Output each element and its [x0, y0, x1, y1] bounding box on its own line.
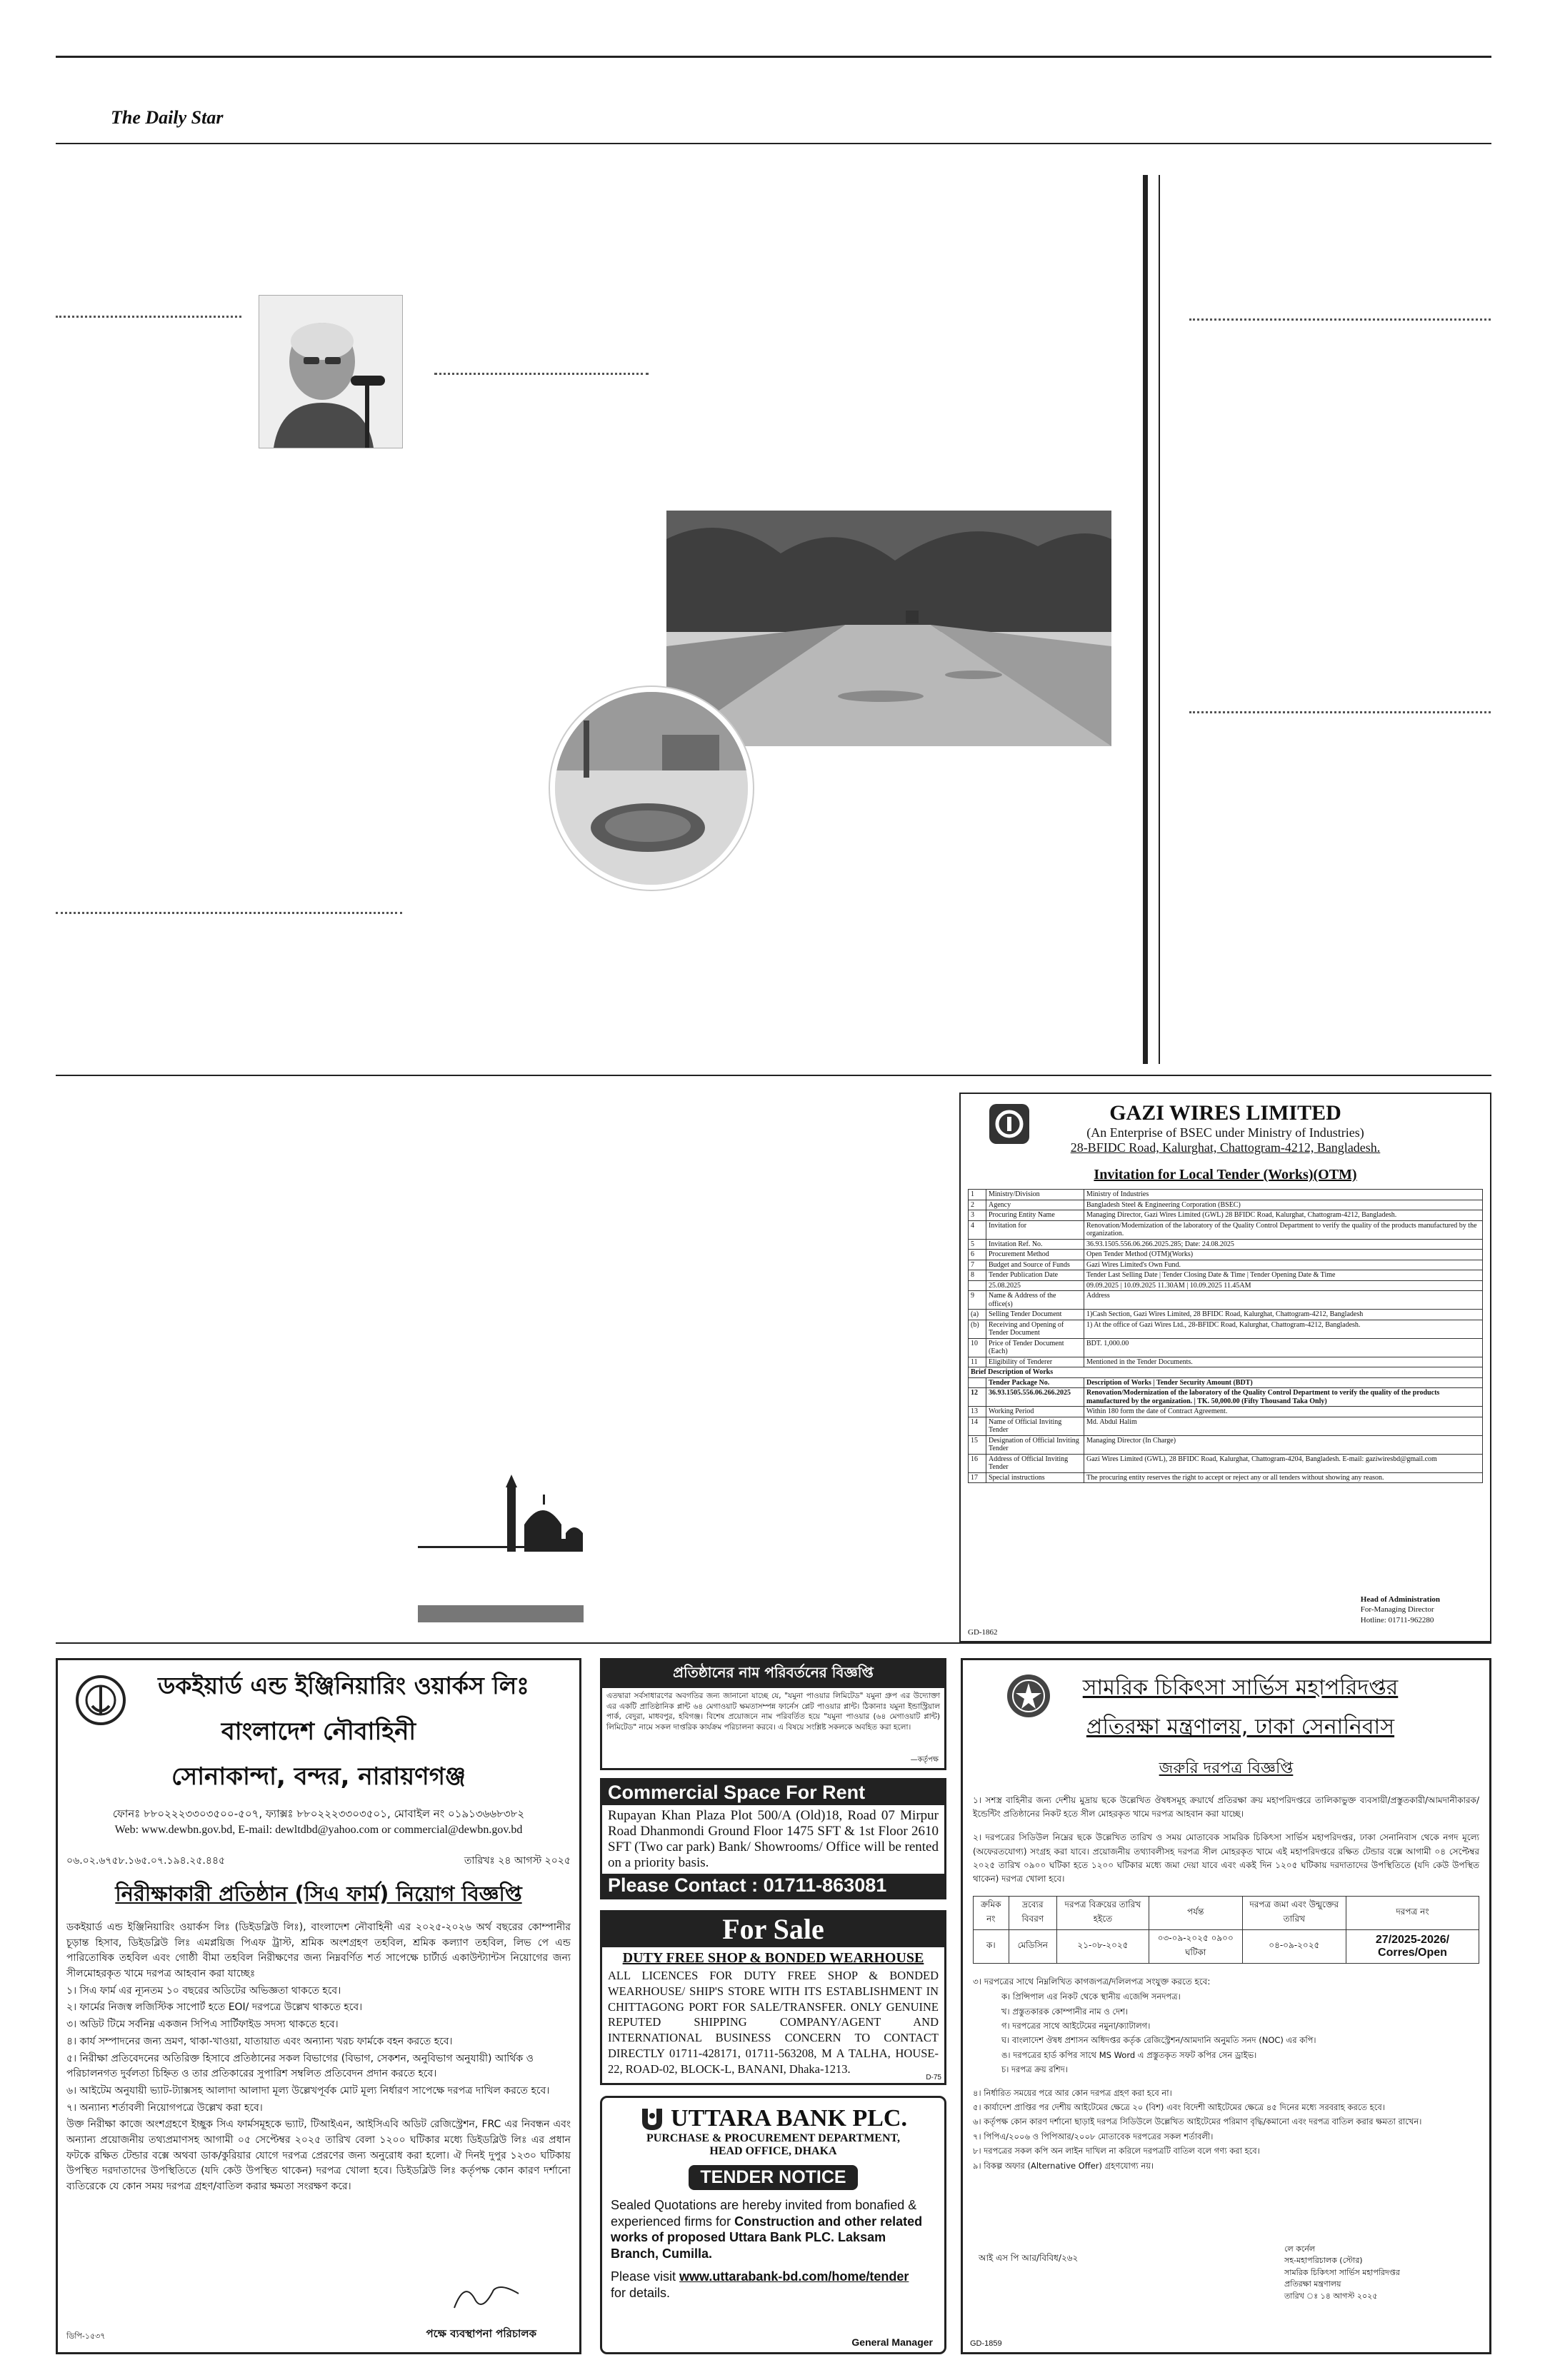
table-row [969, 1435, 1483, 1454]
table-cell: 4 [969, 1220, 986, 1239]
divider [1189, 318, 1491, 321]
condition-item: ৩। অডিট টিমে সর্বনিম্ন একজন সিপিএ সার্টিফাইড সদস্য থাকতে হবে। [66, 2019, 339, 2031]
dockyard-navy: বাংলাদেশ নৌবাহিনী [221, 1717, 416, 1746]
cell-tender-no: 27/2025-2026/ Corres/Open [1346, 1930, 1479, 1964]
sale-title: For Sale [602, 1912, 944, 1947]
rent-contact: Please Contact : 01711-863081 [602, 1874, 944, 1897]
masthead-rule [56, 143, 1491, 144]
works-header: Brief Description of Works [969, 1367, 1483, 1378]
works-cols-row [969, 1377, 1483, 1388]
dockyard-phone: ফোনঃ ৮৮০২২২৩৩০৩৫০০-৫০৭, ফ্যাক্সঃ ৮৮০২২২৩৩০৩৫০১, মোবাইল নং ০১৯১৩৬৬৮৩৮২ [112, 1807, 525, 1820]
gazi-code: GD-1862 [968, 1628, 998, 1637]
table-cell: Selling Tender Document [986, 1310, 1084, 1320]
gazi-address: 28-BFIDC Road, Kalurghat, Chattogram-4212, Bangladesh. [1070, 1140, 1381, 1155]
uttara-office: HEAD OFFICE, DHAKA [709, 2145, 837, 2157]
table-cell: Working Period [986, 1407, 1084, 1417]
name-change-title: প্রতিষ্ঠানের নাম পরিবর্তনের বিজ্ঞপ্তি [602, 1660, 944, 1688]
table-cell: 17 [969, 1472, 986, 1483]
dockyard-title: নিরীক্ষাকারী প্রতিষ্ঠান (সিএ ফার্ম) নিয়োগ বিজ্ঞপ্তি [115, 1882, 522, 1906]
name-change-body: এতদ্বারা সর্বসাধারণের অবগতির জন্য জানানো যাচ্ছে যে, "যমুনা পাওয়ার লিমিটেড" যমুনা গ্রুপ এর উদ্যোক্তা এর একটি প্রাতিষ্ঠানিক প্লান্ট ৬৪ মেগাওয়াট ক্ষমতাসম্পন্ন ফার্নেস প্লেট পাওয়ার প্লান্ট। ঠিকানাঃ যমুনা ইন্ডাস্ট্রিয়াল পার্ক, বেদুরা, মাধবপুর, হবিগঞ্জ। বিশেষ প্রয়োজনে নাম পরিবর্তিত হয়ে "যমুনা পাওয়ার (৬৪ মেগাওয়াট প্লান্ট) লিমিটেড" নামে সকল দাপ্তরিক কার্যক্রম পরিচালনা করবে। এ বিষয়ে সংশ্লিষ্ট সকলকে অবহিত করা হলো। [606, 1692, 940, 1732]
table-cell: Name of Official Inviting Tender [986, 1417, 1084, 1435]
table-cell [969, 1377, 986, 1388]
dockyard-ref-row [66, 1852, 571, 1869]
table-cell: Gazi Wires Limited's Own Fund. [1084, 1260, 1483, 1270]
table-row [969, 1220, 1483, 1239]
works-row [969, 1388, 1483, 1407]
table-row [969, 1270, 1483, 1281]
dockyard-code: ডিপি-১৫৩৭ [66, 2331, 106, 2341]
army-crest-icon [1006, 1673, 1051, 1719]
table-cell: Address of Official Inviting Tender [986, 1454, 1084, 1472]
rent-title: Commercial Space For Rent [602, 1780, 944, 1805]
dockyard-name: ডকইয়ার্ড এন্ড ইঞ্জিনিয়ারিং ওয়ার্কস লিঃ [158, 1672, 529, 1699]
table-cell: Special instructions [986, 1472, 1084, 1483]
signature-line: সহ-মহাপরিচালক (স্টোর) [1284, 2256, 1363, 2265]
table-row [969, 1357, 1483, 1367]
table-cell: Tender Last Selling Date | Tender Closing Date & Time | Tender Opening Date & Time [1084, 1270, 1483, 1281]
dockyard-conditions [66, 1984, 571, 2117]
condition-item: ৬। আইটেম অনুযায়ী ভ্যাট-ট্যাক্সসহ আলাদা আলাদা মূল্য উল্লেখপূর্বক মোট মূল্য নির্ধারণ সাপেক্ষে দরপত্র দাখিল করতে হবে। [66, 2084, 550, 2097]
condition-item: ১। সিএ ফার্ম এর ন্যূনতম ১০ বছরের অডিটের অভিজ্ঞতা থাকতে হবে। [66, 1984, 341, 1997]
uttara-url-link[interactable]: www.uttarabank-bd.com/home/tender [679, 2269, 909, 2284]
table-cell: 25.08.2025 [986, 1280, 1084, 1291]
table-row [969, 1250, 1483, 1260]
divider [56, 316, 241, 318]
works-header-row [969, 1367, 1483, 1378]
document-item: গ। দরপত্রের সাথে আইটেমের নমুনা/ক্যাটালগ। [1001, 2021, 1151, 2032]
medical-p2: ২। দরপত্রের সিডিউল নিম্নের ছকে উল্লেখিত তারিখ ও সময় মোতাবেক সামরিক চিকিৎসা সার্ভিস মহাপরিদপ্তর, ঢাকা সেনানিবাস থেকে নগদ মূল্যে (অফেরতযোগ্য) সংগ্রহ করা যাবে। প্রয়োজনীয় তথ্যাবলীসহ দরপত্র সীল মোহরকৃত খামে এই মহাপরিদপ্তরে রক্ষিত টেন্ডার বক্সে আগামী ০৪ সেপ্টেম্বর ২০২৫ তারিখ ০৯০০ ঘটিকা হতে ১২০০ ঘটিকার মধ্যে জমা দেয়া যাবে এবং একই দিন ১২০৫ ঘটিকায় দরদাতাদের উপস্থিতিতে (যদি কেউ উপস্থিত থাকেন) দরপত্র খোলা হবে। [973, 1832, 1479, 1884]
table-cell: 1)Cash Section, Gazi Wires Limited, 28 BFIDC Road, Kalurghat, Chattogram-4212, Bangladesh [1084, 1310, 1483, 1320]
dockyard-date: তারিখঃ ২৪ আগস্ট ২০২৫ [464, 1855, 571, 1867]
uttara-body [611, 2197, 936, 2261]
sale-body: ALL LICENCES FOR DUTY FREE SHOP & BONDED WEARHOUSE/ SHIP'S STORE WITH ITS ESTABLISHMENT IN CHITTAGONG PORT FOR SALE/TRANSFER. ONLY GENUINE REPUTED SHIPPING COMPANY/AGENT AND INTERNATIONAL BUSINESS CONCERN TO CONTACT DIRECTLY 01711-428171, 01711-563208, M A TALHA, HOUSE-22, ROAD-02, BLOCK-L, BANANI, Dhaka-1213. [608, 1969, 939, 2076]
table-cell: 36.93.1505.556.06.266.2025 [986, 1388, 1084, 1407]
table-cell: Bangladesh Steel & Engineering Corporation (BSEC) [1084, 1200, 1483, 1210]
table-cell: Managing Director (In Charge) [1084, 1435, 1483, 1454]
table-row [969, 1417, 1483, 1435]
table-cell: Managing Director, Gazi Wires Limited (GWL) 28 BFIDC Road, Kalurghat, Chattogram-4212, Bangladesh. [1084, 1210, 1483, 1221]
term-item: ৯। বিকল্প অফার (Alternative Offer) গ্রহণযোগ্য নয়। [973, 2160, 1154, 2171]
medical-p1: ১। সশস্ত্র বাহিনীর জন্য দেশীয় মুদ্রায় ছকে উল্লেখিত ঔষধসমূহ ক্রয়ার্থে প্রতিরক্ষা ক্রয় মহাপরিদপ্তরে তালিকাভুক্ত ব্যবসায়ী/প্রস্তুতকারী/আমদানীকারক/ইন্ডেন্টিং প্রতিষ্ঠানের নিকট হতে সীল মোহরকৃত খামে দরপত্র আহবান করা যাচ্ছে। [973, 1795, 1479, 1819]
medical-table [973, 1896, 1479, 1964]
table-cell: Address [1084, 1291, 1483, 1310]
table-cell: 13 [969, 1407, 986, 1417]
table-cell: Tender Package No. [986, 1377, 1084, 1388]
table-cell: 9 [969, 1291, 986, 1310]
table-cell: Receiving and Opening of Tender Document [986, 1320, 1084, 1338]
uttara-visit-label: Please visit [611, 2269, 680, 2284]
column-rule [1143, 175, 1148, 1064]
road-photo [666, 511, 1111, 746]
dockyard-closing: উক্ত নিরীক্ষা কাজে অংশগ্রহণে ইচ্ছুক সিএ ফার্মসমূহকে ভ্যাট, টিআইএন, আইসিএবি অডিট রেজিস্ট্রেশন, FRC এর নিবন্ধন এবং অন্যান্য প্রয়োজনীয় তথ্যপ্রমাণসহ আগামী ০৫ সেপ্টেম্বর ২০২৫ তারিখ বেলা ১২০০ ঘটিকার মধ্যে ডিইডব্লিউ লিঃ এর প্রধান ফটকে রক্ষিত টেন্ডার বক্সে অথবা ডাক/কুরিয়ার যোগে দরপত্র প্রেরণের জন্য অনুরোধ করা হলো। ঐ দিনই দুপুর ১২৩০ ঘটিকায় উপস্থিত দরদাতাদের উপস্থিতিতে (যদি কেউ উপস্থিত থাকেন) দরপত্র খোলা হবে। ডিইডব্লিউ লিঃ কর্তৃপক্ষ কোন কারণ দর্শানো ব্যতিরেকে যে কোন সময় দরপত্র গ্রহণ/বাতিল করার ক্ষমতা সংরক্ষণ করে। [66, 2119, 571, 2192]
table-row [969, 1338, 1483, 1357]
table-cell: 12 [969, 1388, 986, 1407]
dockyard-signature: পক্ষে ব্যবস্থাপনা পরিচালক [426, 2327, 536, 2340]
masthead: The Daily Star [111, 107, 224, 128]
document-item: চ। দরপত্র ক্রয় রশিদ। [1001, 2064, 1068, 2075]
name-change-sign: —কর্তৃপক্ষ [910, 1756, 939, 1764]
col-serial: ক্রমিক নং [974, 1897, 1009, 1930]
medical-title: জরুরি দরপত্র বিজ্ঞপ্তি [1159, 1759, 1294, 1777]
medical-isp: আই এস পি আর/বিবিধ/২৬২ [979, 2253, 1079, 2263]
rent-ad [600, 1778, 946, 1899]
medical-table-header [974, 1897, 1479, 1930]
table-cell: 2 [969, 1200, 986, 1210]
signature-line: তারিখ ঃ ১৪ আগস্ট ২০২৫ [1284, 2291, 1378, 2301]
uttara-dept: PURCHASE & PROCUREMENT DEPARTMENT, [646, 2132, 900, 2144]
portrait-photo [259, 295, 403, 448]
dockyard-web: Web: www.dewbn.gov.bd, E-mail: dewltdbd@yahoo.com or commercial@dewbn.gov.bd [114, 1824, 523, 1836]
table-cell: (a) [969, 1310, 986, 1320]
gazi-hotline: Hotline: 01711-962280 [1360, 1615, 1434, 1625]
table-cell: Eligibility of Tenderer [986, 1357, 1084, 1367]
uttara-notice: TENDER NOTICE [689, 2165, 857, 2190]
col-submit: দরপত্র জমা এবং উন্মুক্তের তারিখ [1242, 1897, 1346, 1930]
table-cell: 8 [969, 1270, 986, 1281]
table-cell: The procuring entity reserves the right to accept or reject any or all tenders without showing any reason. [1084, 1472, 1483, 1483]
gazi-signature [1361, 1595, 1440, 1625]
table-cell: Procuring Entity Name [986, 1210, 1084, 1221]
divider [1189, 711, 1491, 713]
table-row [969, 1454, 1483, 1472]
condition-item: ৭। অন্যান্য শর্তাবলী নিয়োগপত্রে উল্লেখ করা হবে। [66, 2102, 263, 2114]
condition-item: ৫। নিরীক্ষা প্রতিবেদনের অতিরিক্ত হিসাবে প্রতিষ্ঠানের সকল বিভাগের (বিভাগ, সেকশন, অনুবিভাগ অনুযায়ী) আর্থিক ও পরিচালনগত দুর্বলতা চিহ্নিত ও তার প্রতিকারের সুপারিশ সম্বলিত প্রতিবেদন প্রদান করতে হবে। [66, 2052, 534, 2080]
uttara-name: UTTARA BANK PLC. [671, 2105, 907, 2132]
col-sale-to: পর্যন্ত [1149, 1897, 1242, 1930]
document-item: খ। প্রস্তুতকারক কোম্পানীর নাম ও দেশ। [1001, 2006, 1129, 2017]
signature-line: প্রতিরক্ষা মন্ত্রণালয় [1284, 2279, 1341, 2289]
rent-body: Rupayan Khan Plaza Plot 500/A (Old)18, Road 07 Mirpur Road Dhanmondi Ground Floor 1475 SFT & 1st Floor 2610 SFT (Two car park) Bank/ Showrooms/ Office will be rented on a priority basis. [608, 1808, 939, 1871]
table-cell: Within 180 form the date of Contract Agreement. [1084, 1407, 1483, 1417]
table-cell: Procurement Method [986, 1250, 1084, 1260]
medical-ad [961, 1658, 1491, 2354]
gazi-company: GAZI WIRES LIMITED [1109, 1101, 1341, 1125]
for-sale-ad [600, 1910, 946, 2085]
medical-p3: ৩। দরপত্রের সাথে নিম্নলিখিত কাগজপত্র/দলিলপত্র সংযুক্ত করতে হবে: [973, 1977, 1211, 1987]
table-cell: 10 [969, 1338, 986, 1357]
signature-scribble [451, 2279, 522, 2315]
section-rule [56, 1075, 1491, 1076]
divider [418, 1546, 582, 1548]
table-cell: Name & Address of the office(s) [986, 1291, 1084, 1310]
table-cell: Description of Works | Tender Security Amount (BDT) [1084, 1377, 1483, 1388]
mosque-icon [500, 1475, 586, 1553]
gazi-subtitle: (An Enterprise of BSEC under Ministry of Industries) [1086, 1125, 1364, 1140]
cell-sale-from: ২১-০৮-২০২৫ [1057, 1930, 1149, 1964]
table-cell: 36.93.1505.556.06.266.2025.285; Date: 24.08.2025 [1084, 1239, 1483, 1250]
term-item: ৪। নির্ধারিত সময়ের পরে আর কোন দরপত্র গ্রহণ করা হবে না। [973, 2087, 1172, 2098]
table-cell: 11 [969, 1357, 986, 1367]
section-rule [56, 1642, 1491, 1644]
term-item: ৮। দরপত্রের সকল কপি অন লাইন দাখিল না করিলে দরপত্রটি বাতিল বলে গণ্য করা হবে। [973, 2146, 1260, 2156]
table-row [969, 1320, 1483, 1338]
uttara-body-works: Construction and other related works of proposed Uttara Bank PLC. Laksam Branch, Cumilla. [611, 2214, 923, 2261]
table-cell: BDT. 1,000.00 [1084, 1338, 1483, 1357]
signature-line: সামরিক চিকিৎসা সার্ভিস মহাপরিদপ্তর [1284, 2267, 1400, 2277]
table-cell: 14 [969, 1417, 986, 1435]
uttara-details: for details. [611, 2285, 671, 2300]
name-change-ad [600, 1658, 946, 1770]
term-item: ৭। পিপিএ/২০০৬ ও পিপিআর/২০০৮ মোতাবেক দরপত্রের সকল শর্তাবলী। [973, 2131, 1214, 2142]
pothole-photo [550, 687, 753, 890]
dockyard-ad [56, 1658, 581, 2354]
document-item: ঙ। দরপত্রের হার্ড কপির সাথে MS Word এ প্রস্তুতকৃত সফট কপির সেন ড্রাইভ। [1001, 2049, 1257, 2060]
table-cell [969, 1280, 986, 1291]
table-row [969, 1291, 1483, 1310]
table-cell: Price of Tender Document (Each) [986, 1338, 1084, 1357]
signature-line: লে কর্নেল [1284, 2244, 1316, 2254]
col-sale-from: দরপত্র বিক্রয়ের তারিখ হইতে [1057, 1897, 1149, 1930]
table-cell: Budget and Source of Funds [986, 1260, 1084, 1270]
table-row [969, 1280, 1483, 1291]
document-item: ঘ। বাংলাদেশ ঔষধ প্রশাসন অধিদপ্তর কর্তৃক রেজিস্ট্রেশন/আমদানি অনুমতি সনদ (NOC) এর কপি। [1001, 2035, 1316, 2046]
col-item: দ্রব্যের বিবরণ [1009, 1897, 1056, 1930]
table-cell: Renovation/Modernization of the laboratory of the Quality Control Department to verify the quality of the products manufactured by the organization. | TK. 50,000.00 (Fifty Thousand Taka Only) [1084, 1388, 1483, 1407]
table-cell: Ministry/Division [986, 1190, 1084, 1200]
table-cell: 15 [969, 1435, 986, 1454]
table-cell: 1 [969, 1190, 986, 1200]
gazi-wires-ad [959, 1093, 1491, 1642]
dockyard-place: সোনাকান্দা, বন্দর, নারায়ণগঞ্জ [171, 1762, 466, 1791]
medical-org: সামরিক চিকিৎসা সার্ভিস মহাপরিদপ্তর [1082, 1675, 1399, 1700]
medical-terms [973, 2087, 1479, 2172]
divider [56, 912, 402, 914]
uttara-sign: General Manager [851, 2336, 933, 2348]
gazi-logo-icon [989, 1104, 1029, 1144]
table-cell: 6 [969, 1250, 986, 1260]
table-cell: Open Tender Method (OTM)(Works) [1084, 1250, 1483, 1260]
table-row [969, 1200, 1483, 1210]
uttara-visit [611, 2269, 936, 2301]
uttara-bank-ad [600, 2096, 946, 2354]
sale-code: D-75 [926, 2074, 941, 2082]
condition-item: ৪। কার্য সম্পাদনের জন্য ভ্রমণ, থাকা-খাওয়া, যাতায়াত এবং অন্যান্য খরচ ফার্মকে বহন করতে হবে। [66, 2035, 453, 2047]
table-row [969, 1210, 1483, 1221]
cell-submit: ০৪-০৯-২০২৫ [1242, 1930, 1346, 1964]
table-cell: Ministry of Industries [1084, 1190, 1483, 1200]
table-cell: 16 [969, 1454, 986, 1472]
table-cell: 09.09.2025 | 10.09.2025 11.30AM | 10.09.2025 11.45AM [1084, 1280, 1483, 1291]
table-cell: Agency [986, 1200, 1084, 1210]
gazi-sign-for: For-Managing Director [1360, 1605, 1434, 1615]
document-item: ক। প্রিন্সিপাল এর নিকট থেকে স্থানীয় এজেন্সি সনদপত্র। [1001, 1992, 1181, 2002]
table-row [969, 1190, 1483, 1200]
medical-code: GD-1859 [970, 2339, 1002, 2348]
table-row [969, 1407, 1483, 1417]
table-cell: Designation of Official Inviting Tender [986, 1435, 1084, 1454]
medical-table-row [974, 1930, 1479, 1964]
sale-subtitle: DUTY FREE SHOP & BONDED WEARHOUSE [622, 1950, 924, 1966]
condition-item: ২। ফার্মের নিজস্ব লজিস্টিক সাপোর্ট হতে EOI/ দরপত্রে উল্লেখ থাকতে হবে। [66, 2002, 363, 2014]
cell-sale-to: ০৩-০৯-২০২৫ ০৯০০ ঘটিকা [1149, 1930, 1242, 1964]
uttara-body-intro: Sealed Quotations are hereby invited from bonafied & experienced firms for [611, 2198, 917, 2229]
col-tender-no: দরপত্র নং [1346, 1897, 1479, 1930]
table-cell: Gazi Wires Limited (GWL), 28 BFIDC Road, Kalurghat, Chattogram-4204, Bangladesh. E-mail: gaziwiresbd@gmail.com [1084, 1454, 1483, 1472]
uttara-logo-icon [639, 2106, 665, 2132]
table-cell: Renovation/Modernization of the laboratory of the Quality Control Department to verify the quality of the products manufactured by the organization. [1084, 1220, 1483, 1239]
divider [434, 373, 649, 375]
table-cell: Tender Publication Date [986, 1270, 1084, 1281]
dockyard-ref: ০৬.০২.৬৭৫৮.১৬৫.০৭.১৯৪.২৫.৪৪৫ [66, 1855, 226, 1867]
top-rule [56, 56, 1491, 58]
table-cell: 7 [969, 1260, 986, 1270]
table-cell: Md. Abdul Halim [1084, 1417, 1483, 1435]
medical-signature [1284, 2244, 1400, 2303]
term-item: ৬। কর্তৃপক্ষ কোন কারণ দর্শানো ছাড়াই দরপত্র সিডিউলে উল্লেখিত আইটেমের পরিমাণ বৃদ্ধি/কমানো এবং দরপত্র বাতিল করার ক্ষমতা রাখেন। [973, 2117, 1422, 2127]
dockyard-intro: ডকইয়ার্ড এন্ড ইঞ্জিনিয়ারিং ওয়ার্কস লিঃ (ডিইডব্লিউ লিঃ), বাংলাদেশ নৌবাহিনী এর ২০২৫-২০২৬ অর্থ বছরের কোম্পানীর চূড়ান্ত হিসাব, ডিইডব্লিউ লিঃ এমপ্লয়িজ পিএফ ট্রাস্ট, শ্রমিক অংশগ্রহণ তহবিল, শ্রমিক কল্যাণ তহবিল, লিভ পে এন্ড পারিতোষিক তহবিল এবং গোষ্ঠী বীমা তহবিল নিরীক্ষণের জন্য নিম্নবর্ণিত শর্ত সাপেক্ষে চার্টার্ড একাউন্ট্যান্টস নিয়োগের জন্য সীলমোহরকৃত খামে দরপত্র আহবান করা যাচ্ছেঃ [66, 1922, 571, 1980]
table-cell: 5 [969, 1239, 986, 1250]
table-row [969, 1260, 1483, 1270]
gazi-sign-title: Head of Administration [1360, 1595, 1440, 1605]
table-cell: (b) [969, 1320, 986, 1338]
cell-serial: ক। [974, 1930, 1009, 1964]
term-item: ৫। কার্যাদেশ প্রাপ্তির পর দেশীয় আইটেমের ক্ষেত্রে ২০ (বিশ) এবং বিদেশী আইটেমের ক্ষেত্রে ৪৫ দিনের মধ্যে সরবরাহ করতে হবে। [973, 2102, 1385, 2113]
medical-ministry: প্রতিরক্ষা মন্ত্রণালয়, ঢাকা সেনানিবাস [1086, 1714, 1395, 1739]
dockyard-logo-icon [75, 1674, 126, 1726]
table-row [969, 1239, 1483, 1250]
table-row [969, 1472, 1483, 1483]
column-rule [1159, 175, 1160, 1064]
cell-item: মেডিসিন [1009, 1930, 1056, 1964]
table-cell: 3 [969, 1210, 986, 1221]
medical-documents [1001, 1990, 1479, 2076]
table-cell: Invitation Ref. No. [986, 1239, 1084, 1250]
table-cell: Mentioned in the Tender Documents. [1084, 1357, 1483, 1367]
table-cell: 1) At the office of Gazi Wires Ltd., 28-BFIDC Road, Kalurghat, Chattogram-4212, Bangladesh. [1084, 1320, 1483, 1338]
uttara-header [611, 2105, 936, 2132]
grey-bar [418, 1605, 584, 1622]
table-row [969, 1310, 1483, 1320]
table-cell: Invitation for [986, 1220, 1084, 1239]
gazi-heading: Invitation for Local Tender (Works)(OTM) [1094, 1167, 1357, 1183]
gazi-tender-table [968, 1189, 1483, 1483]
